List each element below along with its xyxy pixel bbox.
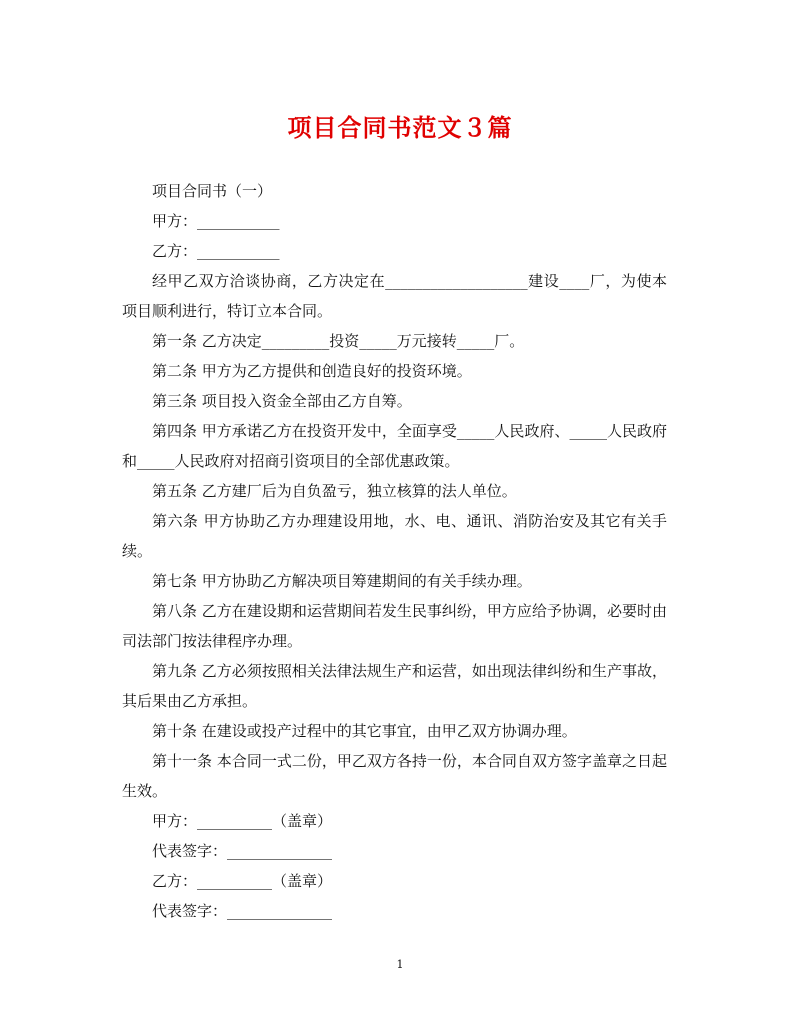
article-9: 第九条 乙方必须按照相关法律法规生产和运营，如出现法律纠纷和生产事故，其后果由乙方承担。 <box>122 662 667 710</box>
article-11: 第十一条 本合同一式二份，甲乙双方各持一份，本合同自双方签字盖章之日起生效。 <box>122 752 667 800</box>
article-4: 第四条 甲方承诺乙方在投资开发中，全面享受_____人民政府、_____人民政府和_____人民政府对招商引资项目的全部优惠政策。 <box>122 422 667 470</box>
article-1: 第一条 乙方决定_________投资_____万元接转_____厂。 <box>152 332 525 350</box>
party-a-signature-line: 代表签字：______________ <box>152 842 333 860</box>
party-a-line: 甲方：___________ <box>152 212 280 230</box>
party-a-seal-line: 甲方：__________（盖章） <box>152 812 333 830</box>
article-6: 第六条 甲方协助乙方办理建设用地，水、电、通讯、消防治安及其它有关手续。 <box>122 512 667 560</box>
article-7: 第七条 甲方协助乙方解决项目筹建期间的有关手续办理。 <box>152 572 532 590</box>
document-title: 项目合同书范文３篇 <box>287 113 513 142</box>
article-10: 第十条 在建设或投产过程中的其它事宜，由甲乙双方协调办理。 <box>152 722 577 740</box>
document-body <box>122 176 667 926</box>
article-8: 第八条 乙方在建设期和运营期间若发生民事纠纷，甲方应给予协调，必要时由司法部门按法律程序办理。 <box>122 602 667 650</box>
article-5: 第五条 乙方建厂后为自负盈亏，独立核算的法人单位。 <box>152 482 517 500</box>
section-heading: 项目合同书（一） <box>152 182 273 200</box>
article-3: 第三条 项目投入资金全部由乙方自筹。 <box>152 392 412 410</box>
party-b-signature-line: 代表签字：______________ <box>152 902 333 920</box>
party-b-seal-line: 乙方：__________（盖章） <box>152 872 333 890</box>
article-2: 第二条 甲方为乙方提供和创造良好的投资环境。 <box>152 362 472 380</box>
preamble-paragraph: 经甲乙双方洽谈协商，乙方决定在___________________建设____厂，为使本项目顺利进行，特订立本合同。 <box>122 272 667 320</box>
party-b-line: 乙方：___________ <box>152 242 280 260</box>
page-number: 1 <box>396 958 404 971</box>
